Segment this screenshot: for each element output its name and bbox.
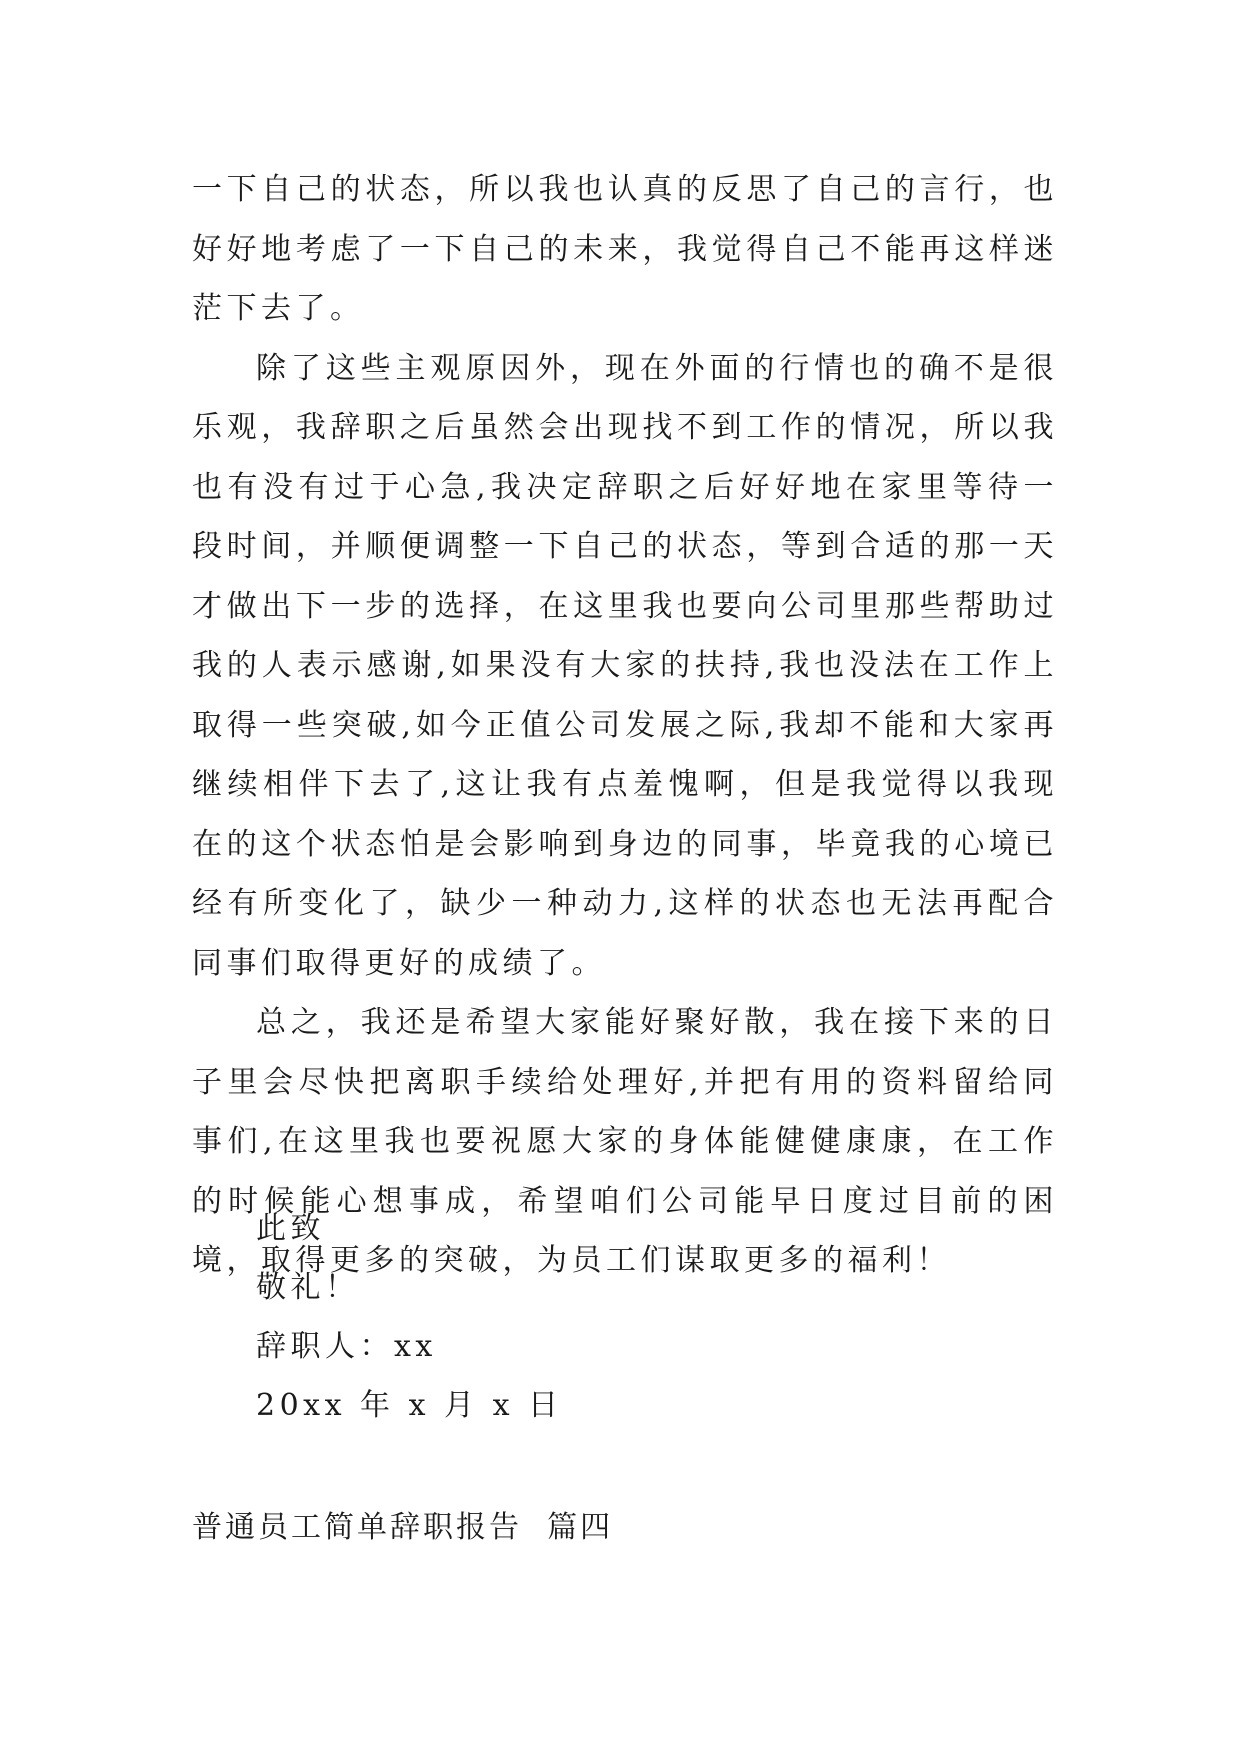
letter-body [192,160,1058,1291]
closing-salutation: 此致 [256,1211,325,1246]
body-paragraph: 总之，我还是希望大家能好聚好散，我在接下来的日子里会尽快把离职手续给处理好,并把有用的资料留给同事们,在这里我也要祝愿大家的身体能健健康康，在工作的时候能心想事成，希望咱们公司能早日度过目前的困境，取得更多的突破，为员工们谋取更多的福利！ [192,1005,1058,1278]
letter-closing [256,1199,563,1435]
closing-regards: 敬礼！ [256,1270,360,1305]
body-paragraph: 除了这些主观原因外，现在外面的行情也的确不是很乐观，我辞职之后虽然会出现找不到工作的情况，所以我也有没有过于心急,我决定辞职之后好好地在家里等待一段时间，并顺便调整一下自己的状态，等到合适的那一天才做出下一步的选择，在这里我也要向公司里那些帮助过我的人表示感谢,如果没有大家的扶持,我也没法在工作上取得一些突破,如今正值公司发展之际,我却不能和大家再继续相伴下去了,这让我有点羞愧啊，但是我觉得以我现在的这个状态怕是会影响到身边的同事，毕竟我的心境已经有所变化了，缺少一种动力,这样的状态也无法再配合同事们取得更好的成绩了。 [192,350,1058,981]
date-line: 20xx 年 x 月 x 日 [256,1388,563,1423]
section-heading: 普通员工简单辞职报告 篇四 [192,1510,614,1545]
signature-line: 辞职人：xx [256,1329,437,1364]
body-paragraph: 一下自己的状态，所以我也认真的反思了自己的言行，也好好地考虑了一下自己的未来，我觉得自己不能再这样迷茫下去了。 [192,172,1058,326]
